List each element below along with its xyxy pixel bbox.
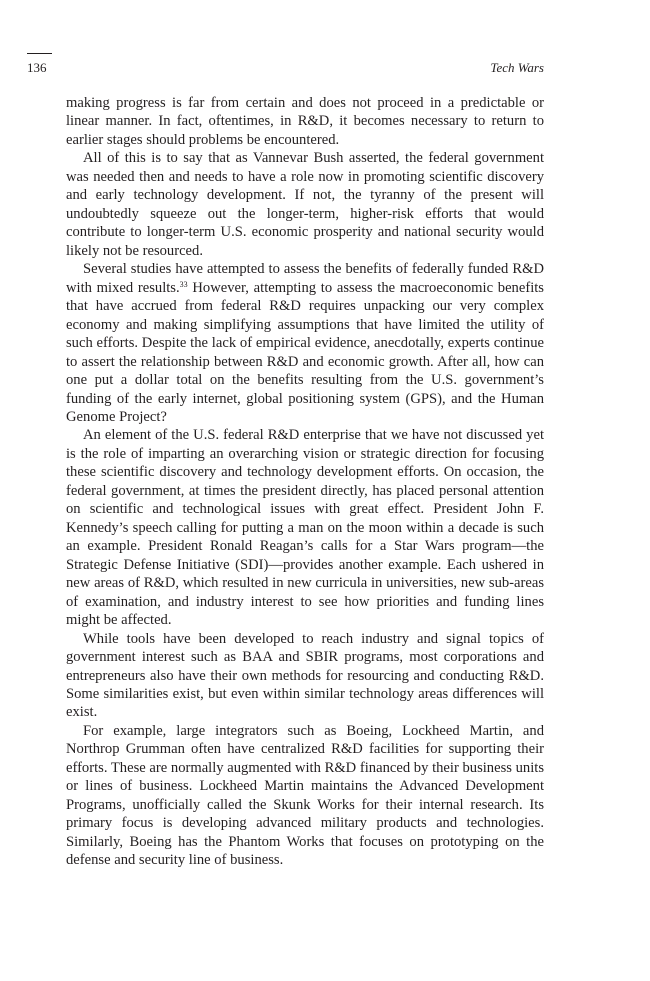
- paragraph-3-text: Several studies have attempted to assess the benefits of federally funded R&D with mixed results.: [66, 261, 544, 296]
- paragraph-3-text-continued: However, attempting to assess the macroeconomic benefits that have accrued from federal R&D requires unpacking our very complex economy and making simplifying assumptions that have limited the utility of such efforts. Despite the lack of empirical evidence, anecdotally, experts continue to assert the relationship between R&D and economic growth. After all, how can one put a dollar total on the benefits resulting from the U.S. government’s funding of the early internet, global positioning system (GPS), and the Human Genome Project?: [66, 279, 544, 425]
- paragraph-4: An element of the U.S. federal R&D enterprise that we have not discussed yet is the role of imparting an overarching vision or strategic direction for focusing these scientific discovery and technology development efforts. On occasion, the federal government, at times the president directly, has placed personal attention on scientific and technological issues with great effect. President John F. Kennedy’s speech calling for putting a man on the moon within a decade is such an example. President Ronald Reagan’s calls for a Star Wars program—the Strategic Defense Initiative (SDI)—provides another example. Each ushered in new areas of R&D, which resulted in new curricula in universities, new sub-areas of examination, and industry interest to see how priorities and funding lines might be affected.: [66, 427, 544, 629]
- paragraph-6: For example, large integrators such as Boeing, Lockheed Martin, and Northrop Grumman often have centralized R&D facilities for supporting their efforts. These are normally augmented with R&D financed by their business units or lines of business. Lockheed Martin maintains the Advanced Development Programs, unofficially called the Skunk Works for their internal research. Its primary focus is developing advanced military products and technologies. Similarly, Boeing has the Phantom Works that focuses on prototyping on the defense and security line of business.: [66, 722, 544, 869]
- header-rule: [27, 53, 52, 54]
- paragraph-5: While tools have been developed to reach industry and signal topics of government interest such as BAA and SBIR programs, most corporations and entrepreneurs also have their own methods for resourcing and conducting R&D. Some similarities exist, but even within similar technology areas differences will exist.: [66, 630, 544, 721]
- page-number: 136: [27, 60, 47, 75]
- paragraph-2: All of this is to say that as Vannevar Bush asserted, the federal government was needed then and needs to have a role now in promoting scientific discovery and early technology development. If not, the tyranny of the present will undoubtedly squeeze out the longer-term, higher-risk efforts that would contribute to longer-term U.S. economic prosperity and national security would likely not be resourced.: [66, 150, 544, 259]
- paragraph-3: [66, 260, 544, 426]
- running-title: Tech Wars: [490, 60, 544, 75]
- body-text: [66, 94, 544, 870]
- paragraph-1: making progress is far from certain and does not proceed in a predictable or linear manner. In fact, oftentimes, in R&D, it becomes necessary to return to earlier stages should problems be encountered.: [66, 95, 544, 148]
- footnote-reference-33[interactable]: 33: [179, 279, 188, 289]
